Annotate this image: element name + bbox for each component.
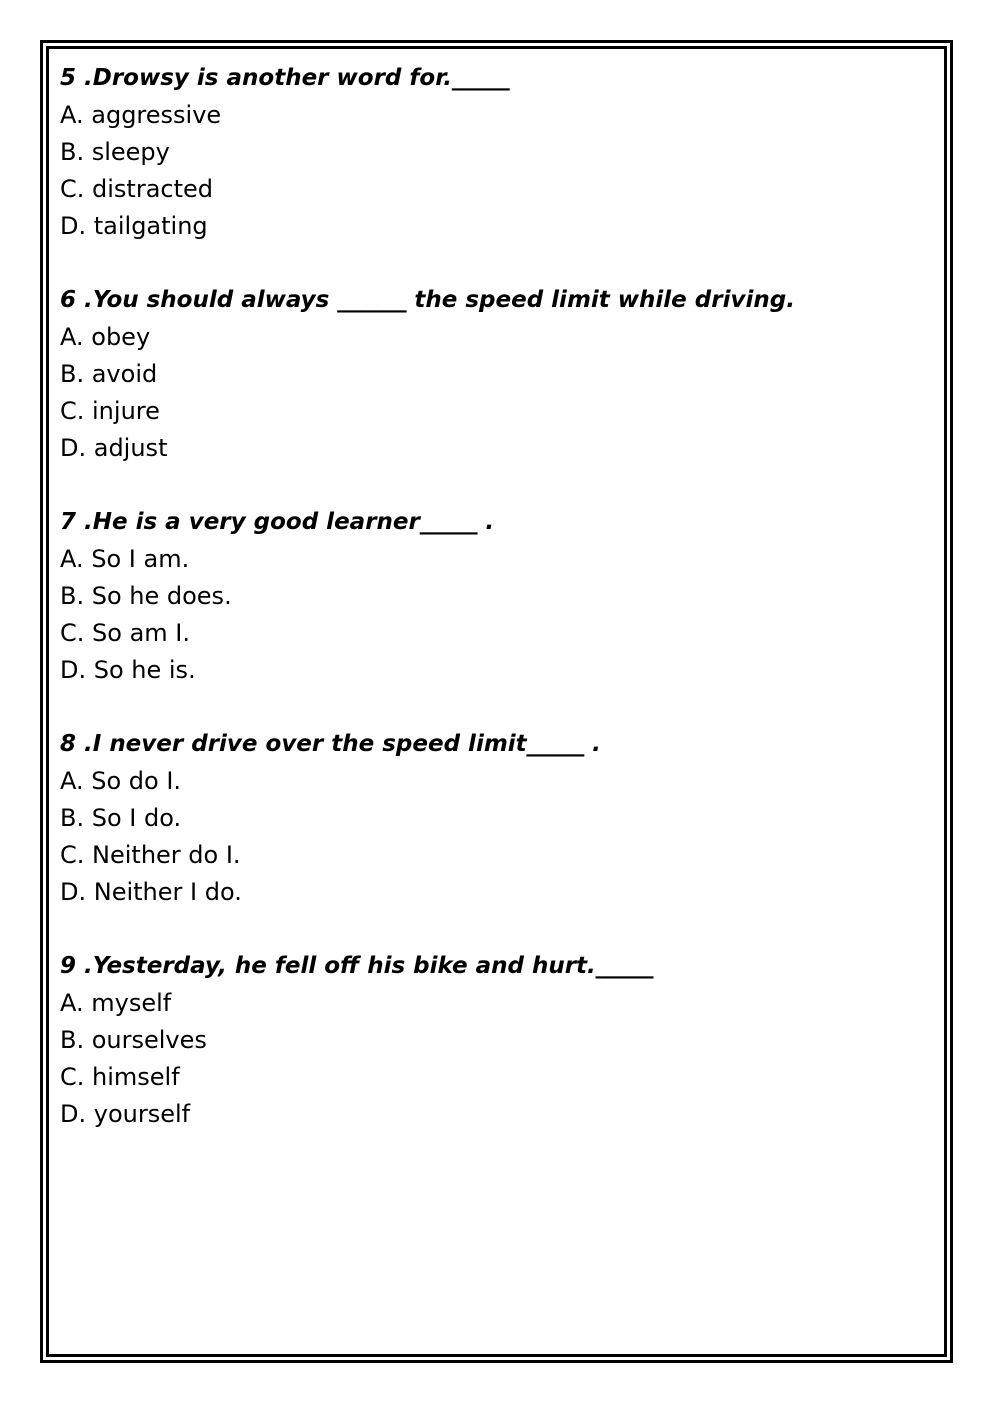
question-text: 8 .I never drive over the speed limit_____ .: [60, 731, 601, 757]
option-a: A. So do I.: [60, 767, 182, 795]
option-c: C. distracted: [60, 175, 214, 203]
option-a: A. myself: [60, 989, 172, 1017]
option-d: D. adjust: [60, 434, 168, 462]
option-b: B. avoid: [60, 360, 158, 388]
question-7: [60, 504, 930, 689]
question-text: 7 .He is a very good learner_____ .: [60, 509, 495, 535]
question-9: [60, 948, 930, 1133]
option-b: B. ourselves: [60, 1026, 207, 1054]
question-8: [60, 726, 930, 911]
question-text: 5 .Drowsy is another word for._____: [60, 65, 510, 91]
option-c: C. Neither do I.: [60, 841, 241, 869]
question-5: [60, 60, 930, 245]
option-a: A. aggressive: [60, 101, 222, 129]
option-d: D. So he is.: [60, 656, 196, 684]
option-c: C. himself: [60, 1063, 180, 1091]
option-a: A. So I am.: [60, 545, 190, 573]
option-d: D. tailgating: [60, 212, 208, 240]
option-b: B. So I do.: [60, 804, 182, 832]
option-d: D. Neither I do.: [60, 878, 242, 906]
question-text: 6 .You should always ______ the speed limit while driving.: [60, 287, 795, 313]
question-6: [60, 282, 930, 467]
option-b: B. So he does.: [60, 582, 232, 610]
option-c: C. So am I.: [60, 619, 190, 647]
option-b: B. sleepy: [60, 138, 170, 166]
option-c: C. injure: [60, 397, 160, 425]
question-text: 9 .Yesterday, he fell off his bike and hurt._____: [60, 953, 654, 979]
quiz-content: [60, 60, 930, 1170]
option-d: D. yourself: [60, 1100, 191, 1128]
option-a: A. obey: [60, 323, 151, 351]
